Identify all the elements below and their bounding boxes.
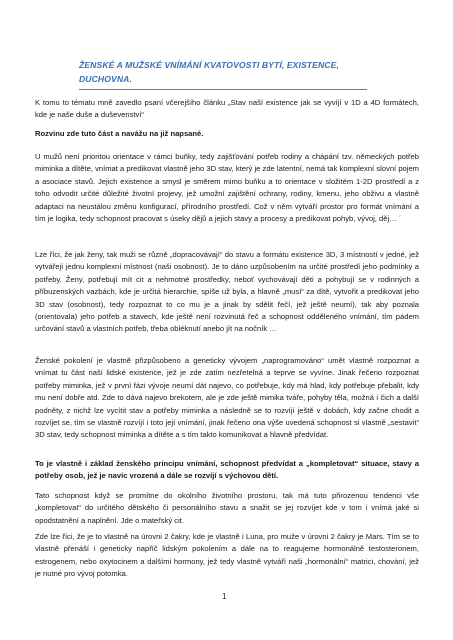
document-title: ŽENSKÉ A MUŽSKÉ VNÍMÁNÍ KVATOVOSTI BYTÍ, EXISTENCE, DUCHOVNA. <box>79 60 339 84</box>
paragraph-women-men-3d: Lze říci, že jak ženy, tak muži se různě „dopracovávají“ do stavu a formátu existence 3D, 3 místností v jedné, jež vytvářejí jednu komplexní místnost (naši osobnost). Je to dáno uzpůsobením na určité prostředí jeho podmínky a potřeby. Ženy, potřebují mít cit a nehmotné prostředky, neboť vychovávají děti a pohybují se v rodinných a příbuzenských vazbách, kde je určitá hierarchie, spíše už byla, a hlavně „musí“ za dítě, vytvořit a predikovat jeho 3D stav (osobnost), tedy rozpoznat to co mu je a jinak by sdělit řečí, jež ještě neumí), tak aby poznala (orientovala) jeho potřeb a stavech, kde ještě není rozvinutá řeč a schopnost odděleného vnímání, tím pádem určování stavů a vlastních potřeb, třeba obléknutí anebo jít na nočník … <box>35 250 419 334</box>
paragraph-bold-lead: Rozvinu zde tuto část a navážu na již napsané. <box>35 129 204 138</box>
paragraph-female-genetics: Ženské pokolení je vlastně přizpůsobeno a geneticky vývojem „naprogramováno“ umět vlastně rozpoznat a vnímat tu část naší lidské existence, jež je zde zatím nezřetelná a teprve se vyvíne. Jinak řečeno rozpoznat potřeby miminka, jež v první fázi vývoje neumí dát najevo, co potřebuje, kdy má hlad, kdy potřebuje přebalit, kdy mu není dobře atd. Zde to dává najevo brekotem, ale je zde ještě mimika tváře, pohyby těla, možná i čich a další podněty, z nichž lze vycítit stav a potřeby miminka a následně se to rozvíjí ještě v dobách, kdy začne chodit a rozvíjet se, tím se vlastně rozvíjí i toto její vnímání, jinak řečeno ona výše uvedená schopnost si vlastně „sestavit“ 3D stav, tedy schopnost miminka a dítěte a s tím takto komunikovat a hlavně předvídat. <box>35 356 419 440</box>
paragraph-intro: K tomu to tématu mně zavedlo psaní včerejšího článku „Stav naší existence jak se vyvíjí v 1D a 4D formátech, kde je naše duše a duševenství“ <box>35 98 419 120</box>
page-number: 1 <box>222 592 227 601</box>
paragraph-men-orientation: U mužů není prioritou orientace v rámci buňky, tedy zajišťování potřeb rodiny a chápání tzv. německých potřeb miminka a dítěte, vnímat a predikovat vlastně jeho 3D stav, který je zde latentní, nemá tak komplexní slovní pojem a asociace stavů. Jejich existence a smysl je směrem mimo buňku a to orientace v složitém 1-2D prostředí a z toho odvodit určité důležité životní projevy, jež umožní zajištění ochrany, rodiny, kmenu, jeho obživu a vlastně adaptaci na neustálou změnu konfigurací, přírodního prostředí. Což v něm vytváří prostor pro formát vnímání a tím je logika, tedy schopnost pracovat s úseky dějů a jejich stavy a procesy a predikovat pohyb, vývoj, děj… ´ <box>35 152 419 224</box>
paragraph-maternal-instinct: Tato schopnost když se promítne do okolního životního prostoru, tak má tuto přirozenou tendenci vše „kompletovat“ do určitého dětského či personálního stavu a snažit se jej rozvíjet kde v tom i vnímá jaké si opodstatnění a naplnění. Jde o mateřský cit. <box>35 491 419 525</box>
paragraph-chakra-hormones: Zde lze říci, že je to vlastně na úrovni 2 čakry, kde je vlastně i Luna, pro muže v úrovni 2 čakry je Mars. Tím se to vlastně přenáší i geneticky napříč lidským pokolením a dále na to reagujeme hormonálně testosteronem, estrogenem, nebo oxytocinem a dalšími hormony, jež tedy vlastně vytváří naši „hormonální“ matrici, chování, jež je nutné pro vývoj potomka. <box>35 532 419 579</box>
title-underline <box>79 89 367 90</box>
paragraph-female-principle: To je vlastně i základ ženského principu vnímání, schopnost předvídat a „kompletovat“ situace, stavy a potřeby osob, jež je navíc vrozená a dále se rozvíjí s výchovou dětí. <box>35 459 419 481</box>
